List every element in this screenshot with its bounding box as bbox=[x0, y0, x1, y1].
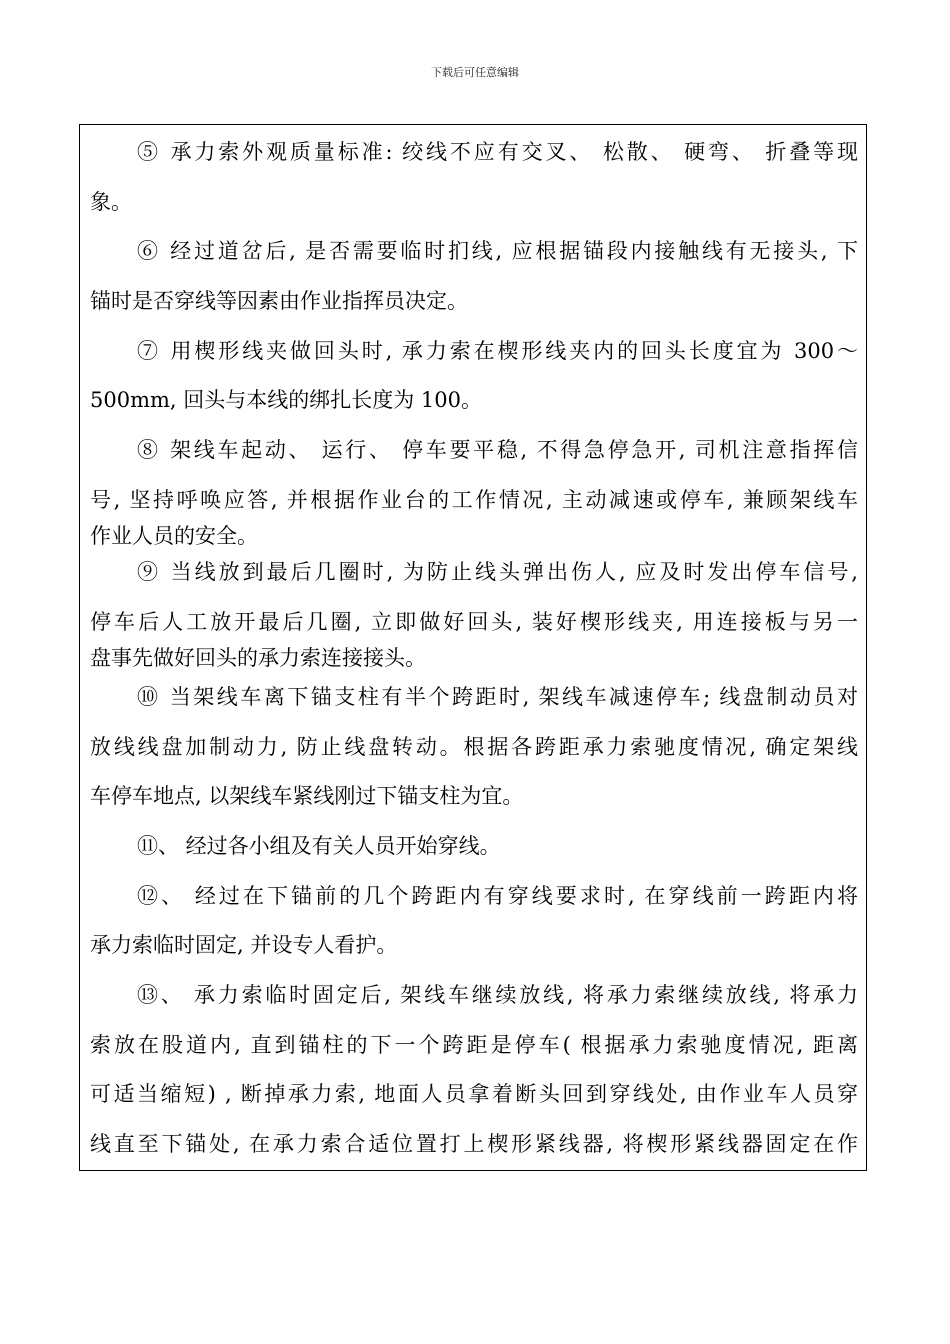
text-line: ⑫、 经过在下锚前的几个跨距内有穿线要求时, 在穿线前一跨距内将 bbox=[137, 884, 858, 908]
text-line: ⑤ 承力索外观质量标准: 绞线不应有交叉、 松散、 硬弯、 折叠等现 bbox=[137, 140, 858, 164]
page-header: 下载后可任意编辑 bbox=[431, 66, 519, 79]
text-line: 号, 坚持呼唤应答, 并根据作业台的工作情况, 主动减速或停车, 兼顾架线车 bbox=[90, 488, 858, 512]
text-line: 放线线盘加制动力, 防止线盘转动。根据各跨距承力索驰度情况, 确定架线 bbox=[90, 735, 858, 759]
text-line: 承力索临时固定, 并设专人看护。 bbox=[90, 933, 398, 957]
text-line: 锚时是否穿线等因素由作业指挥员决定。 bbox=[90, 289, 468, 313]
text-line: 索放在股道内, 直到锚柱的下一个跨距是停车( 根据承力索驰度情况, 距离 bbox=[90, 1033, 858, 1057]
text-line: 盘事先做好回头的承力索连接接头。 bbox=[90, 646, 426, 670]
text-line: 线直至下锚处, 在承力索合适位置打上楔形紧线器, 将楔形紧线器固定在作 bbox=[90, 1132, 858, 1156]
text-line: ⑩ 当架线车离下锚支柱有半个跨距时, 架线车减速停车; 线盘制动员对 bbox=[137, 685, 858, 709]
text-line: ⑥ 经过道岔后, 是否需要临时扪线, 应根据锚段内接触线有无接头, 下 bbox=[137, 239, 858, 263]
text-line: ⑧ 架线车起动、 运行、 停车要平稳, 不得急停急开, 司机注意指挥信 bbox=[137, 438, 858, 462]
text-line: ⑬、 承力索临时固定后, 架线车继续放线, 将承力索继续放线, 将承力 bbox=[137, 983, 858, 1007]
text-line: 作业人员的安全。 bbox=[90, 524, 258, 548]
text-line: ⑪、 经过各小组及有关人员开始穿线。 bbox=[137, 834, 501, 858]
text-line: ⑨ 当线放到最后几圈时, 为防止线头弹出伤人, 应及时发出停车信号, bbox=[137, 560, 858, 584]
text-line: 500mm, 回头与本线的绑扎长度为 100。 bbox=[90, 388, 483, 412]
text-line: 车停车地点, 以架线车紧线刚过下锚支柱为宜。 bbox=[90, 784, 524, 808]
document-body bbox=[79, 124, 867, 1171]
text-line: 象。 bbox=[90, 190, 132, 214]
text-line: 可适当缩短) , 断掉承力索, 地面人员拿着断头回到穿线处, 由作业车人员穿 bbox=[90, 1082, 858, 1106]
text-line: ⑦ 用楔形线夹做回头时, 承力索在楔形线夹内的回头长度宜为 300～ bbox=[137, 339, 858, 363]
text-line: 停车后人工放开最后几圈, 立即做好回头, 装好楔形线夹, 用连接板与另一 bbox=[90, 610, 858, 634]
